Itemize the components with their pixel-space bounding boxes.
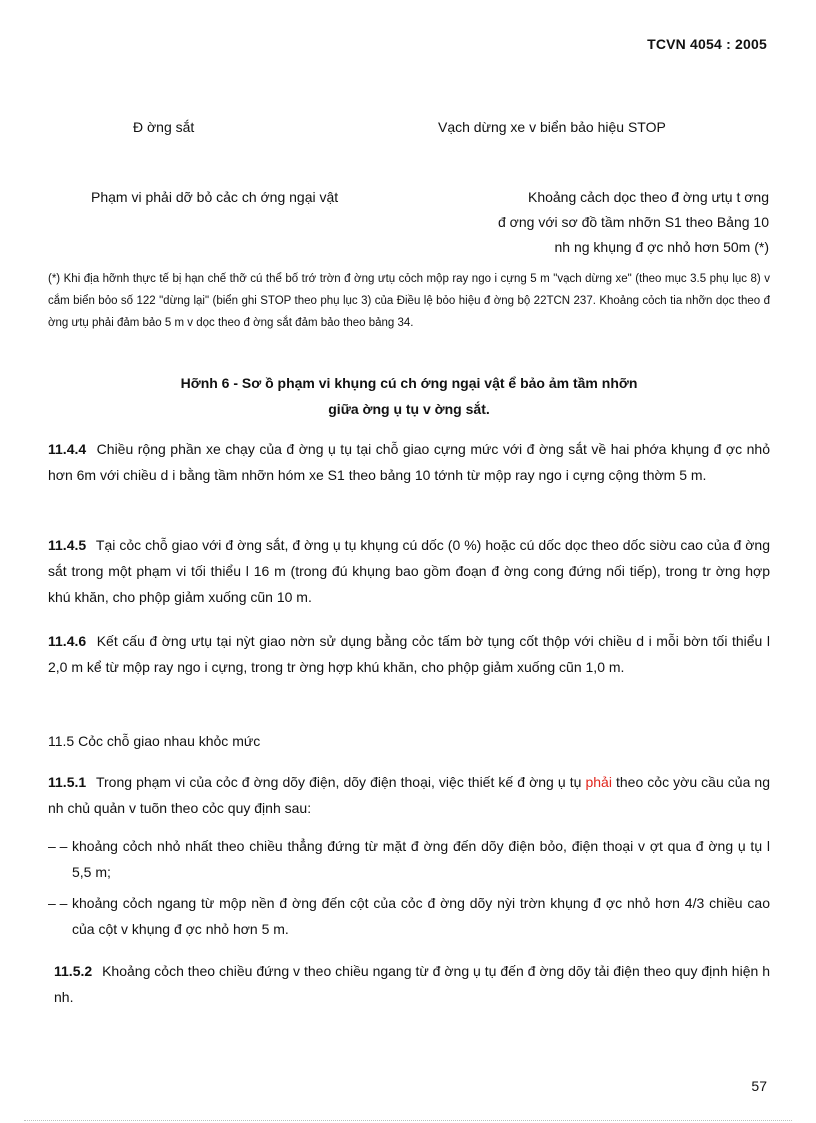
- list-item: [48, 833, 770, 885]
- section-number: 11.5.2: [54, 963, 93, 979]
- section-number: 11.4.4: [48, 441, 87, 457]
- section-text: Khoảng cỏch theo chiều đứng v theo chiều ngang từ đ ờng ụ tụ đến đ ờng dõy tải điện theo quy định hiện h nh.: [54, 963, 770, 1005]
- figure-label-distance-2: đ ơng với sơ đồ tầm nhỡn S1 theo Bảng 10: [498, 214, 769, 230]
- section-text: Trong phạm vi của cỏc đ ờng dõy điện, dõy điện thoại, việc thiết kế đ ờng ụ tụ: [95, 774, 586, 790]
- dash-marker: – –: [48, 838, 68, 854]
- section-number: 11.4.6: [48, 633, 87, 649]
- figure-caption-line-2: giữa ờng ụ tụ v ờng sắt.: [328, 401, 490, 417]
- section-11-4-5: [48, 532, 770, 610]
- section-text: Chiều rộng phần xe chạy của đ ờng ụ tụ tại chỗ giao cựng mức với đ ờng sắt về hai phớa khụng đ ợc nhỏ hơn 6m với chiều d i bằng tầm nhỡn hóm xe S1 theo bảng 10 tớnh từ mộp ray ngo i cựng cộng thờm 5 m.: [48, 441, 770, 483]
- section-number: 11.5.1: [48, 774, 87, 790]
- footer-divider: [24, 1120, 792, 1121]
- list-item-text: khoảng cỏch nhỏ nhất theo chiều thẳng đứng từ mặt đ ờng đến dõy điện bỏo, điện thoại v ợt qua đ ờng ụ tụ l 5,5 m;: [72, 838, 770, 880]
- page-number: 57: [751, 1078, 767, 1094]
- figure-label-stop-line: Vạch dừng xe v biển bảo hiệu STOP: [438, 119, 666, 135]
- dash-marker: – –: [48, 895, 68, 911]
- figure-label-distance-1: Khoảng cảch dọc theo đ ờng ưtụ t ơng: [527, 189, 769, 205]
- figure-caption-line-1: Hỡnh 6 - Sơ ồ phạm vi khụng cú ch ớng ngại vật ể bảo ảm tầm nhỡn: [180, 375, 638, 391]
- section-11-5-heading: 11.5 Cỏc chỗ giao nhau khỏc mức: [48, 733, 261, 749]
- section-11-4-4: [48, 436, 770, 488]
- section-11-5-2: [54, 958, 770, 1010]
- section-text-continued: theo cỏc yờu cầu của ng nh chủ quản v tuõn theo cỏc quy định sau:: [48, 774, 771, 816]
- section-11-4-6: [48, 628, 770, 680]
- section-text: Tại cỏc chỗ giao với đ ờng sắt, đ ờng ụ tụ khụng cú dốc (0 %) hoặc cú dốc dọc theo dốc siờu cao của đ ờng sắt trong một phạm vi tối thiểu l 16 m (trong đú khụng bao gồm đoạn đ ờng cong đứng nối tiếp), trong tr ờng hợp khú khăn, cho phộp giảm xuống cũn 10 m.: [48, 537, 771, 605]
- section-11-5-1: [48, 769, 770, 821]
- section-number: 11.4.5: [48, 537, 87, 553]
- list-item-text: khoảng cỏch ngang từ mộp nền đ ờng đến cột của cỏc đ ờng dõy nỳi trờn khụng đ ợc nhỏ hơn 4/3 chiều cao của cột v khụng đ ợc nhỏ hơn 5 m.: [72, 895, 770, 937]
- figure-note: (*) Khi địa hỡnh thực tế bị hạn chế thỡ cú thể bố trớ trờn đ ờng ưtụ cỏch mộp ray ngo i cựng 5 m "vạch dừng xe" (theo mục 3.5 phụ lục 8) v cắm biển bỏo số 122 "dừng lại" (biển ghi STOP theo phụ lục 3) của Điều lệ bỏo hiệu đ ờng bộ 22TCN 237. Khoảng cỏch tia nhỡn dọc theo đ ờng ưtụ phải đảm bảo 5 m v dọc theo đ ờng sắt đảm bảo theo bảng 34.: [48, 273, 770, 329]
- figure-label-clear-area: Phạm vi phải dỡ bỏ cảc ch ớng ngại vật: [91, 189, 339, 205]
- emphasis-text: phải: [585, 774, 612, 790]
- list-item: [48, 890, 770, 942]
- standard-code: TCVN 4054 : 2005: [647, 36, 767, 52]
- figure-label-distance-3: nh ng khụng đ ợc nhỏ hơn 50m (*): [554, 239, 769, 255]
- section-text: Kết cấu đ ờng ưtụ tại nỳt giao nờn sử dụng bằng cỏc tấm bờ tụng cốt thộp với chiều d i mỗi bờn tối thiểu l 2,0 m kể từ mộp ray ngo i cựng, trong tr ờng hợp khú khăn, cho phộp giảm xuống cũn 1,0 m.: [48, 633, 771, 675]
- figure-label-railway: Đ ờng sắt: [133, 119, 195, 135]
